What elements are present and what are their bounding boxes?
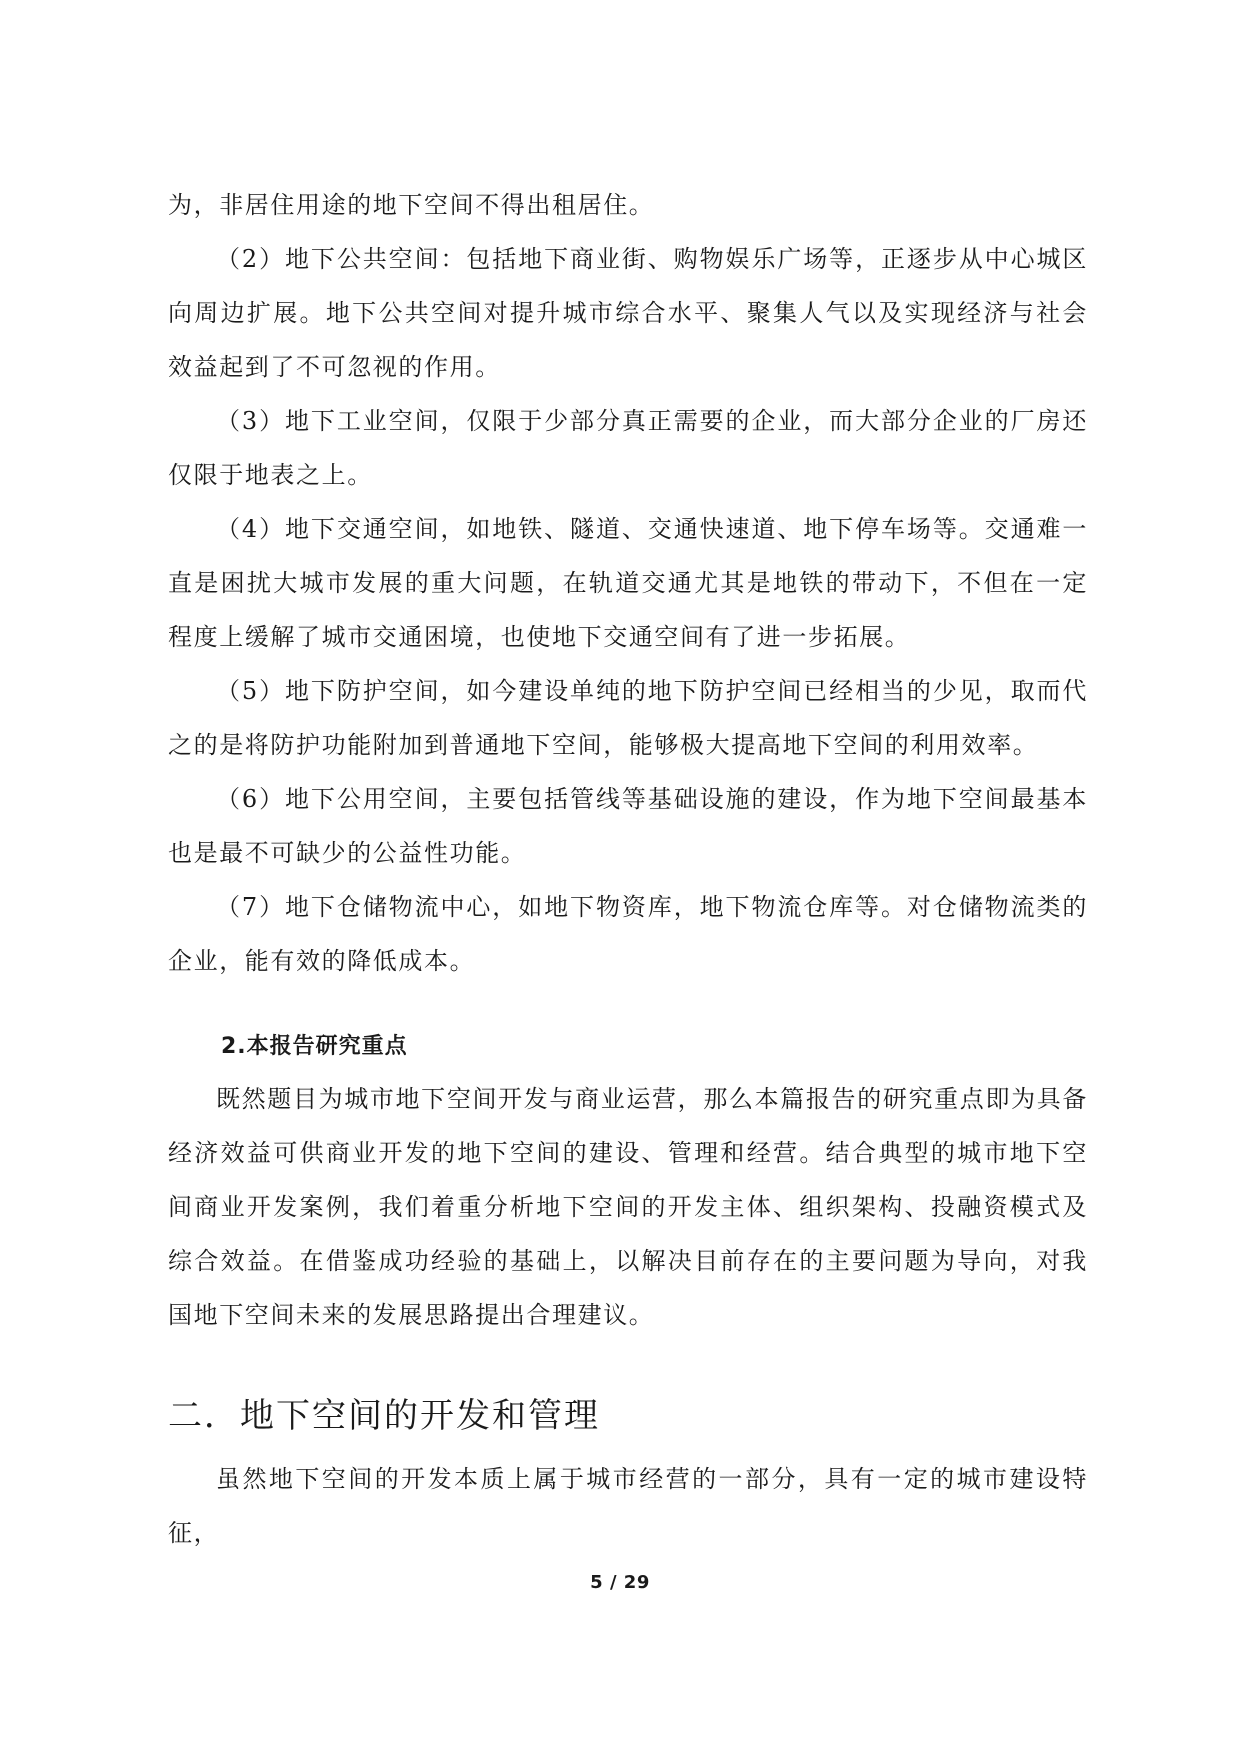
paragraph: 既然题目为城市地下空间开发与商业运营，那么本篇报告的研究重点即为具备经济效益可供商业开发的地下空间的建设、管理和经营。结合典型的城市地下空间商业开发案例，我们着重分析地下空间的开发主体、组织架构、投融资模式及综合效益。在借鉴成功经验的基础上，以解决目前存在的主要问题为导向，对我国地下空间未来的发展思路提出合理建议。 (168, 1085, 1088, 1329)
paragraph: （7）地下仓储物流中心，如地下物资库，地下物流仓库等。对仓储物流类的企业，能有效的降低成本。 (168, 893, 1088, 975)
paragraph: 为，非居住用途的地下空间不得出租居住。 (168, 191, 655, 219)
page-content (168, 178, 1088, 1560)
paragraph: 虽然地下空间的开发本质上属于城市经营的一部分，具有一定的城市建设特征， (168, 1465, 1088, 1547)
section-heading: 二．地下空间的开发和管理 (168, 1396, 600, 1436)
page-number: 5 / 29 (590, 1572, 650, 1593)
paragraph: （2）地下公共空间：包括地下商业街、购物娱乐广场等，正逐步从中心城区向周边扩展。地下公共空间对提升城市综合水平、聚集人气以及实现经济与社会效益起到了不可忽视的作用。 (168, 245, 1088, 381)
paragraph: （4）地下交通空间，如地铁、隧道、交通快速道、地下停车场等。交通难一直是困扰大城市发展的重大问题，在轨道交通尤其是地铁的带动下，不但在一定程度上缓解了城市交通困境，也使地下交通空间有了进一步拓展。 (168, 515, 1088, 651)
paragraph: （5）地下防护空间，如今建设单纯的地下防护空间已经相当的少见，取而代之的是将防护功能附加到普通地下空间，能够极大提高地下空间的利用效率。 (168, 677, 1088, 759)
subheading: 2.本报告研究重点 (221, 1034, 408, 1059)
paragraph: （6）地下公用空间，主要包括管线等基础设施的建设，作为地下空间最基本也是最不可缺少的公益性功能。 (168, 785, 1088, 867)
paragraph: （3）地下工业空间，仅限于少部分真正需要的企业，而大部分企业的厂房还仅限于地表之上。 (168, 407, 1088, 489)
